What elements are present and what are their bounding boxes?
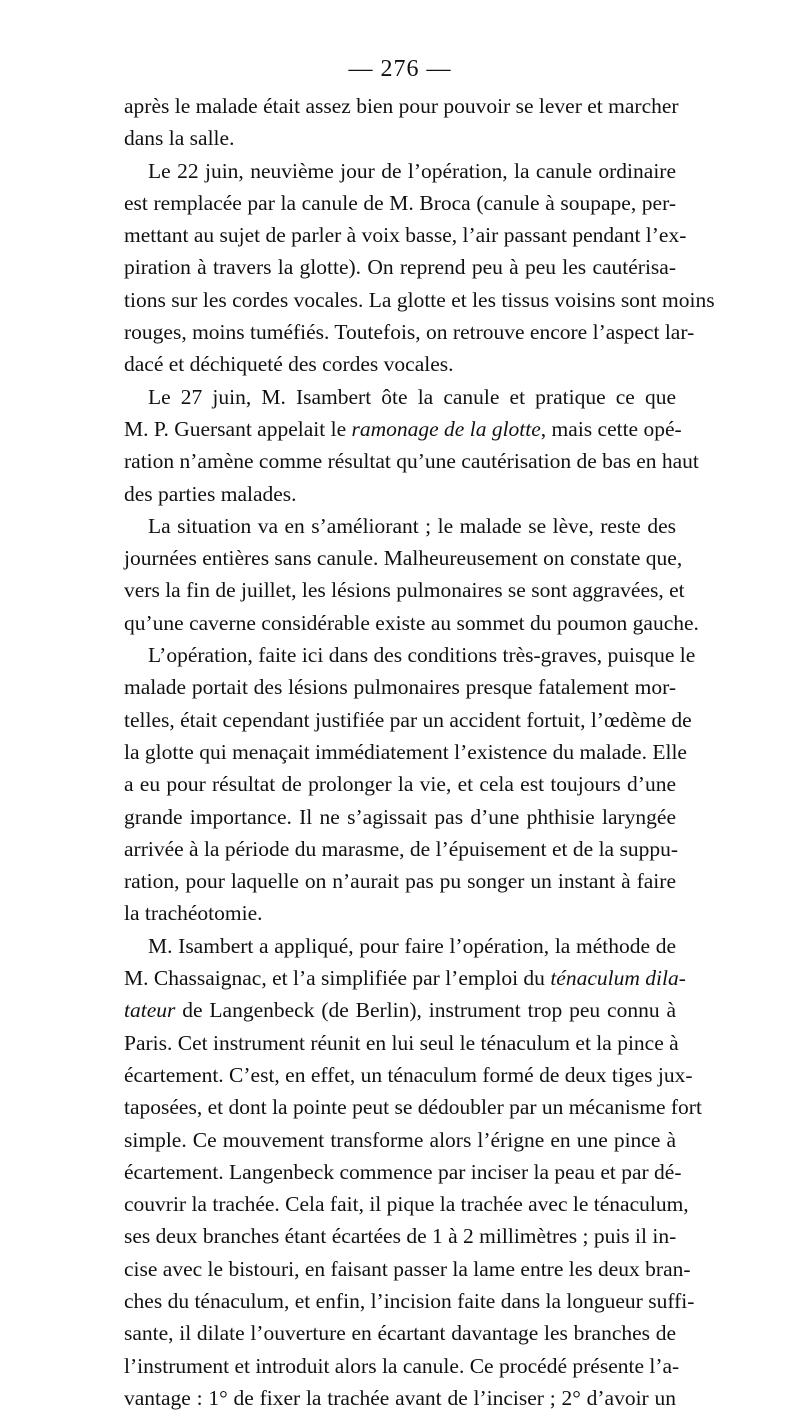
text-line: Le 27 juin, M. Isambert ôte la canule et pratique ce que: [148, 384, 676, 409]
text-line: qu’une caverne considérable existe au sommet du poumon gauche.: [124, 610, 699, 635]
text-line: vers la fin de juillet, les lésions pulmonaires se sont aggravées, et: [124, 578, 685, 603]
text-line: rouges, moins tuméfiés. Toutefois, on retrouve encore l’aspect lar-: [124, 320, 695, 345]
text-line: M. Chassaignac, et l’a simplifiée par l’emploi du ténaculum dila-: [124, 966, 686, 991]
text-line: mettant au sujet de parler à voix basse, l’air passant pendant l’ex-: [124, 223, 687, 248]
text-line: écartement. Langenbeck commence par inciser la peau et par dé-: [124, 1159, 682, 1184]
text-line: écartement. C’est, en effet, un ténaculum formé de deux tiges jux-: [124, 1062, 693, 1087]
text-line: la glotte qui menaçait immédiatement l’existence du malade. Elle: [124, 739, 687, 764]
text-line: arrivée à la période du marasme, de l’épuisement et de la suppu-: [124, 836, 678, 861]
italic-phrase: ramonage de la glotte: [351, 416, 541, 441]
text-line: après le malade était assez bien pour pouvoir se lever et marcher: [124, 94, 679, 118]
text-line: a eu pour résultat de prolonger la vie, et cela est toujours d’une: [124, 772, 676, 797]
text-line: ses deux branches étant écartées de 1 à 2 millimètres ; puis il in-: [124, 1224, 677, 1249]
body-text: [124, 90, 715, 1414]
text-line: taposées, et dont la pointe peut se dédoubler par un mécanisme fort: [124, 1095, 702, 1120]
text-line: M. P. Guersant appelait le ramonage de la glotte, mais cette opé-: [124, 416, 682, 441]
text-line: journées entières sans canule. Malheureusement on constate que,: [124, 546, 683, 571]
text-line: La situation va en s’améliorant ; le malade se lève, reste des: [148, 513, 676, 538]
text-line: ches du ténaculum, et enfin, l’incision faite dans la longueur suffi-: [124, 1288, 695, 1313]
text-line: Le 22 juin, neuvième jour de l’opération, la canule ordinaire: [148, 158, 676, 183]
text-line: simple. Ce mouvement transforme alors l’érigne en une pince à: [124, 1127, 676, 1152]
text-line: grande importance. Il ne s’agissait pas d’une phthisie laryngée: [124, 804, 676, 829]
text-line: couvrir la trachée. Cela fait, il pique la trachée avec le ténaculum,: [124, 1192, 689, 1217]
text-line: dans la salle.: [124, 126, 235, 151]
text-line: la trachéotomie.: [124, 901, 263, 926]
text-line: l’instrument et introduit alors la canule. Ce procédé présente l’a-: [124, 1353, 680, 1378]
text-line: tateur de Langenbeck (de Berlin), instrument trop peu connu à: [124, 998, 676, 1023]
text-line: ration, pour laquelle on n’aurait pas pu songer un instant à faire: [124, 869, 676, 894]
text-line: M. Isambert a appliqué, pour faire l’opération, la méthode de: [148, 933, 676, 958]
italic-phrase: tateur: [124, 998, 176, 1023]
page-number: — 276 —: [348, 56, 452, 82]
text-line: dacé et déchiqueté des cordes vocales.: [124, 352, 454, 377]
text-line: tions sur les cordes vocales. La glotte et les tissus voisins sont moins: [124, 287, 715, 312]
text-line: Paris. Cet instrument réunit en lui seul le ténaculum et la pince à: [124, 1030, 679, 1055]
text-line: des parties malades.: [124, 481, 297, 506]
text-line: malade portait des lésions pulmonaires presque fatalement mor-: [124, 675, 676, 700]
text-line: telles, était cependant justifiée par un accident fortuit, l’œdème de: [124, 707, 692, 732]
text-line: sante, il dilate l’ouverture en écartant davantage les branches de: [124, 1321, 676, 1346]
text-line: est remplacée par la canule de M. Broca (canule à soupape, per-: [124, 190, 676, 215]
text-line: cise avec le bistouri, en faisant passer la lame entre les deux bran-: [124, 1256, 691, 1281]
italic-phrase: ténaculum dila-: [550, 966, 686, 991]
text-line: vantage : 1° de fixer la trachée avant de l’inciser ; 2° d’avoir un: [124, 1385, 676, 1410]
text-line: ration n’amène comme résultat qu’une cautérisation de bas en haut: [124, 449, 699, 474]
text-line: piration à travers la glotte). On reprend peu à peu les cautérisa-: [124, 255, 676, 280]
text-line: L’opération, faite ici dans des conditions très-graves, puisque le: [148, 643, 696, 668]
